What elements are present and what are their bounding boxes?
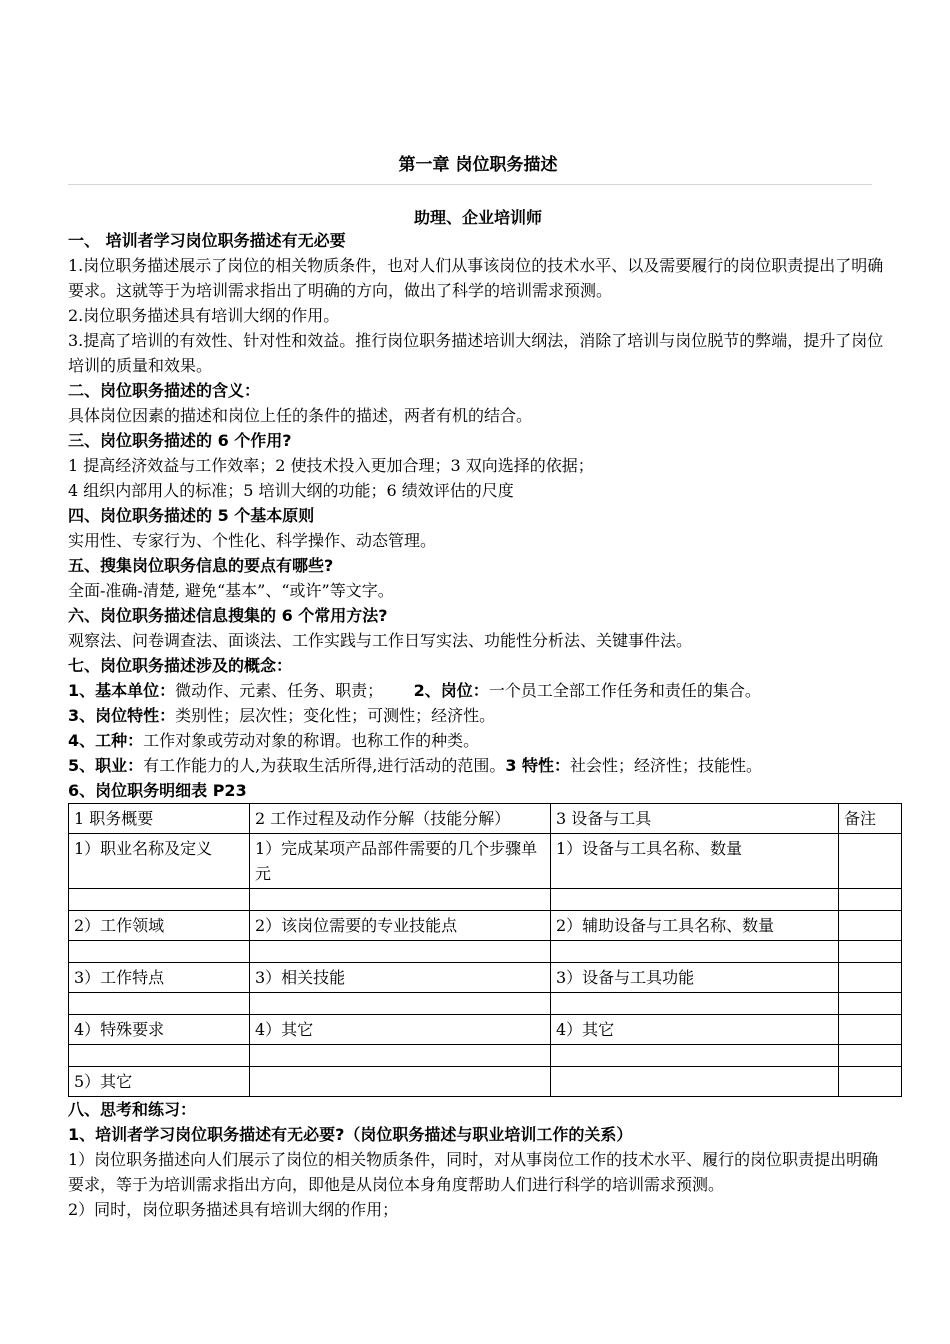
concept-text: 工作对象或劳动对象的称谓。也称工作的种类。 <box>143 731 480 750</box>
table-cell <box>250 1045 551 1067</box>
concept-label: 2、岗位： <box>413 681 489 700</box>
table-cell: 3）工作特点 <box>69 963 250 993</box>
table-header-cell: 1 职务概要 <box>69 804 250 834</box>
table-cell <box>551 941 839 963</box>
section-5-text: 全面-准确-清楚, 避免“基本”、“或许”等文字。 <box>68 581 394 600</box>
section-8-heading: 八、思考和练习： <box>68 1100 197 1119</box>
table-cell <box>839 911 902 941</box>
concept-label: 3、岗位特性： <box>68 706 176 725</box>
header-divider <box>68 184 872 185</box>
section-5-heading: 五、搜集岗位职务信息的要点有哪些? <box>68 556 334 575</box>
table-cell: 2）工作领域 <box>69 911 250 941</box>
section-1-item: 1.岗位职务描述展示了岗位的相关物质条件，也对人们从事该岗位的技术水平、以及需要履行的岗位职责提出了明确要求。这就等于为培训需求指出了明确的方向，做出了科学的培训需求预测。 <box>68 256 884 300</box>
table-cell <box>551 1045 839 1067</box>
section-1-item: 3.提高了培训的有效性、针对性和效益。推行岗位职务描述培训大纲法，消除了培训与岗位脱节的弊端，提升了岗位培训的质量和效果。 <box>68 331 884 375</box>
table-header-cell: 2 工作过程及动作分解（技能分解） <box>250 804 551 834</box>
table-cell: 1）职业名称及定义 <box>69 834 250 889</box>
concept-label: 3 特性： <box>505 756 571 775</box>
section-3-line: 1 提高经济效益与工作效率；2 使技术投入更加合理；3 双向选择的依据； <box>68 456 594 475</box>
concept-line-3 <box>68 703 888 728</box>
table-cell: 4）其它 <box>551 1015 839 1045</box>
table-cell <box>839 1015 902 1045</box>
concept-text: 社会性；经济性；技能性。 <box>570 756 763 775</box>
concept-label: 4、工种： <box>68 731 144 750</box>
table-cell <box>839 993 902 1015</box>
concept-label: 5、职业： <box>68 756 144 775</box>
table-row <box>69 1015 902 1045</box>
table-cell <box>69 993 250 1015</box>
table-cell: 2）该岗位需要的专业技能点 <box>250 911 551 941</box>
table-header-row <box>69 804 902 834</box>
section-6-text: 观察法、问卷调查法、面谈法、工作实践与工作日写实法、功能性分析法、关键事件法。 <box>68 631 693 650</box>
table-cell <box>250 889 551 911</box>
table-cell <box>69 889 250 911</box>
table-row <box>69 1067 902 1097</box>
concept-line-4 <box>68 728 888 753</box>
table-cell: 1）设备与工具名称、数量 <box>551 834 839 889</box>
table-row <box>69 941 902 963</box>
subtitle: 助理、企业培训师 <box>413 208 542 227</box>
table-header-cell: 备注 <box>839 804 902 834</box>
table-cell: 4）特殊要求 <box>69 1015 250 1045</box>
section-3-line: 4 组织内部用人的标准；5 培训大纲的功能；6 绩效评估的尺度 <box>68 481 514 500</box>
table-row <box>69 993 902 1015</box>
section-1-heading: 一、 培训者学习岗位职务描述有无必要 <box>68 231 346 250</box>
section-7-heading: 七、岗位职务描述涉及的概念： <box>68 656 293 675</box>
table-cell <box>839 1045 902 1067</box>
concept-text: 一个员工全部工作任务和责任的集合。 <box>488 681 761 700</box>
section-3-heading: 三、岗位职务描述的 6 个作用? <box>68 431 292 450</box>
table-cell <box>250 993 551 1015</box>
duty-table-heading: 6、岗位职务明细表 P23 <box>68 781 247 800</box>
table-cell <box>839 963 902 993</box>
section-2-heading: 二、岗位职务描述的含义： <box>68 381 261 400</box>
table-row <box>69 911 902 941</box>
table-cell <box>839 941 902 963</box>
table-header-cell: 3 设备与工具 <box>551 804 839 834</box>
concept-text: 类别性；层次性；变化性；可测性；经济性。 <box>175 706 496 725</box>
table-cell <box>69 1045 250 1067</box>
table-cell: 2）辅助设备与工具名称、数量 <box>551 911 839 941</box>
exercise-answer: 1）岗位职务描述向人们展示了岗位的相关物质条件，同时，对从事岗位工作的技术水平、履行的岗位职责提出明确要求，等于为培训需求指出方向，即他是从岗位本身角度帮助人们进行科学的培训需求预测。 <box>68 1150 879 1194</box>
exercise-question: 1、培训者学习岗位职务描述有无必要?（岗位职务描述与职业培训工作的关系） <box>68 1125 633 1144</box>
table-cell: 4）其它 <box>250 1015 551 1045</box>
exercise-answer: 2）同时，岗位职务描述具有培训大纲的作用； <box>68 1200 399 1219</box>
concept-label: 1、基本单位： <box>68 681 176 700</box>
table-row <box>69 834 902 889</box>
section-6-heading: 六、岗位职务描述信息搜集的 6 个常用方法? <box>68 606 388 625</box>
document-body <box>68 228 888 1222</box>
table-cell <box>839 889 902 911</box>
section-1-item: 2.岗位职务描述具有培训大纲的作用。 <box>68 306 340 325</box>
section-4-heading: 四、岗位职务描述的 5 个基本原则 <box>68 506 315 525</box>
table-cell <box>250 941 551 963</box>
concept-line-1 <box>68 678 888 703</box>
table-cell <box>551 993 839 1015</box>
table-cell: 5）其它 <box>69 1067 250 1097</box>
concept-text: 微动作、元素、任务、职责； <box>175 681 384 700</box>
table-cell <box>250 1067 551 1097</box>
table-cell <box>69 941 250 963</box>
section-2-text: 具体岗位因素的描述和岗位上任的条件的描述，两者有机的结合。 <box>68 406 533 425</box>
table-row <box>69 1045 902 1067</box>
table-row <box>69 963 902 993</box>
concept-line-5 <box>68 753 888 778</box>
table-cell: 3）设备与工具功能 <box>551 963 839 993</box>
table-cell <box>551 889 839 911</box>
concept-text: 有工作能力的人,为获取生活所得,进行活动的范围。 <box>143 756 506 775</box>
table-cell <box>551 1067 839 1097</box>
duty-detail-table <box>68 803 902 1097</box>
section-4-text: 实用性、专家行为、个性化、科学操作、动态管理。 <box>68 531 437 550</box>
table-cell <box>839 834 902 889</box>
table-cell: 1）完成某项产品部件需要的几个步骤单元 <box>250 834 551 889</box>
chapter-title: 第一章 岗位职务描述 <box>398 155 558 175</box>
table-row <box>69 889 902 911</box>
table-cell: 3）相关技能 <box>250 963 551 993</box>
table-cell <box>839 1067 902 1097</box>
